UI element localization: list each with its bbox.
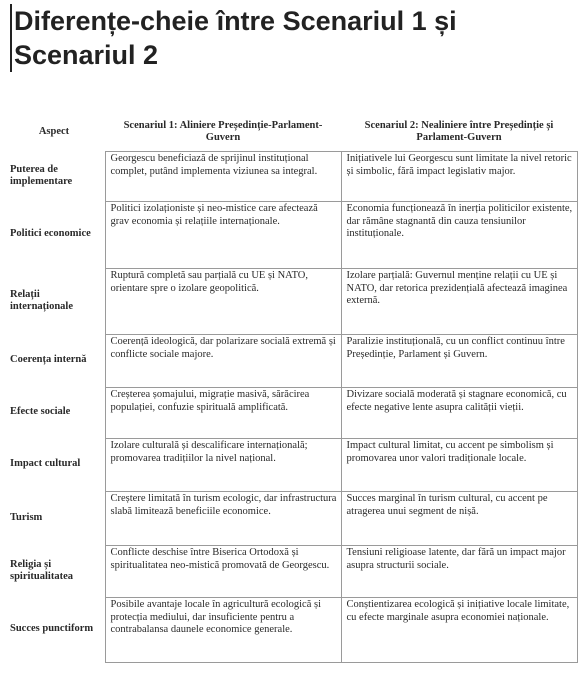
table-row: [3, 269, 577, 335]
row-scenario-2: Economia funcționează în inerția politicilor existente, dar rămâne stagnantă din cauza tensiunilor instituționale.: [341, 202, 577, 269]
row-scenario-2: Inițiativele lui Georgescu sunt limitate la nivel retoric și simbolic, fără impact legislativ major.: [341, 152, 577, 202]
table-row: [3, 335, 577, 388]
table-row: [3, 492, 577, 546]
page-title: Diferențe-cheie între Scenariul 1 și Scenariul 2: [10, 4, 579, 72]
row-scenario-2: Impact cultural limitat, cu accent pe simbolism și promovarea unor valori tradiționale locale.: [341, 439, 577, 492]
row-scenario-1: Conflicte deschise între Biserica Ortodoxă și spiritualitatea neo-mistică promovată de Georgescu.: [105, 546, 341, 598]
table-row: [3, 439, 577, 492]
row-aspect: Impact cultural: [10, 458, 81, 470]
row-scenario-1: Creștere limitată în turism ecologic, dar infrastructura slabă limitează beneficiile economice.: [105, 492, 341, 546]
row-scenario-1: Georgescu beneficiază de sprijinul instituțional complet, putând implementa viziunea sa integral.: [105, 152, 341, 202]
row-aspect: Coerența internă: [10, 354, 87, 366]
header-scenario-1: Scenariul 1: Aliniere Președinție-Parlament-Guvern: [123, 119, 323, 143]
row-aspect: Succes punctiform: [10, 623, 94, 635]
table-row: [3, 202, 577, 269]
row-aspect: Puterea de implementare: [10, 163, 73, 187]
header-scenario-2: Scenariul 2: Nealiniere între Președinție și Parlament-Guvern: [364, 119, 554, 143]
row-aspect: Religia și spiritualitatea: [10, 558, 73, 582]
row-scenario-1: Izolare culturală și descalificare internațională; promovarea tradițiilor la nivel național.: [105, 439, 341, 492]
row-scenario-1: Politici izolaționiste și neo-mistice care afectează grav economia și relațiile internaționale.: [105, 202, 341, 269]
row-scenario-1: Creșterea șomajului, migrație masivă, sărăcirea populației, confuzie spirituală amplificată.: [105, 388, 341, 439]
row-scenario-2: Conștientizarea ecologică și inițiative locale limitate, cu efecte marginale asupra economiei naționale.: [341, 598, 577, 663]
comparison-table: [3, 113, 578, 663]
table-row: [3, 598, 577, 663]
row-scenario-1: Posibile avantaje locale în agricultură ecologică și protecția mediului, dar insuficiente pentru a contrabalansa daunele economice generale.: [105, 598, 341, 663]
table-row: [3, 152, 577, 202]
row-scenario-2: Divizare socială moderată și stagnare economică, cu efecte negative lente asupra calității vieții.: [341, 388, 577, 439]
table-row: [3, 388, 577, 439]
row-aspect: Relații internaționale: [10, 288, 73, 312]
table-row: [3, 546, 577, 598]
row-scenario-1: Ruptură completă sau parțială cu UE și NATO, orientare spre o izolare geopolitică.: [105, 269, 341, 335]
row-aspect: Turism: [10, 511, 43, 523]
row-scenario-2: Paralizie instituțională, cu un conflict continuu între Președinție, Parlament și Guvern.: [341, 335, 577, 388]
row-scenario-2: Succes marginal în turism cultural, cu accent pe atragerea unui segment de nișă.: [341, 492, 577, 546]
row-scenario-2: Izolare parțială: Guvernul menține relații cu UE și NATO, dar retorica prezidențială afectează imaginea externă.: [341, 269, 577, 335]
header-aspect: Aspect: [38, 126, 70, 137]
row-scenario-2: Tensiuni religioase latente, dar fără un impact major asupra structurii sociale.: [341, 546, 577, 598]
row-aspect: Efecte sociale: [10, 406, 71, 418]
table-header-row: [3, 113, 577, 152]
row-scenario-1: Coerență ideologică, dar polarizare socială extremă și conflicte sociale majore.: [105, 335, 341, 388]
row-aspect: Politici economice: [10, 228, 91, 240]
